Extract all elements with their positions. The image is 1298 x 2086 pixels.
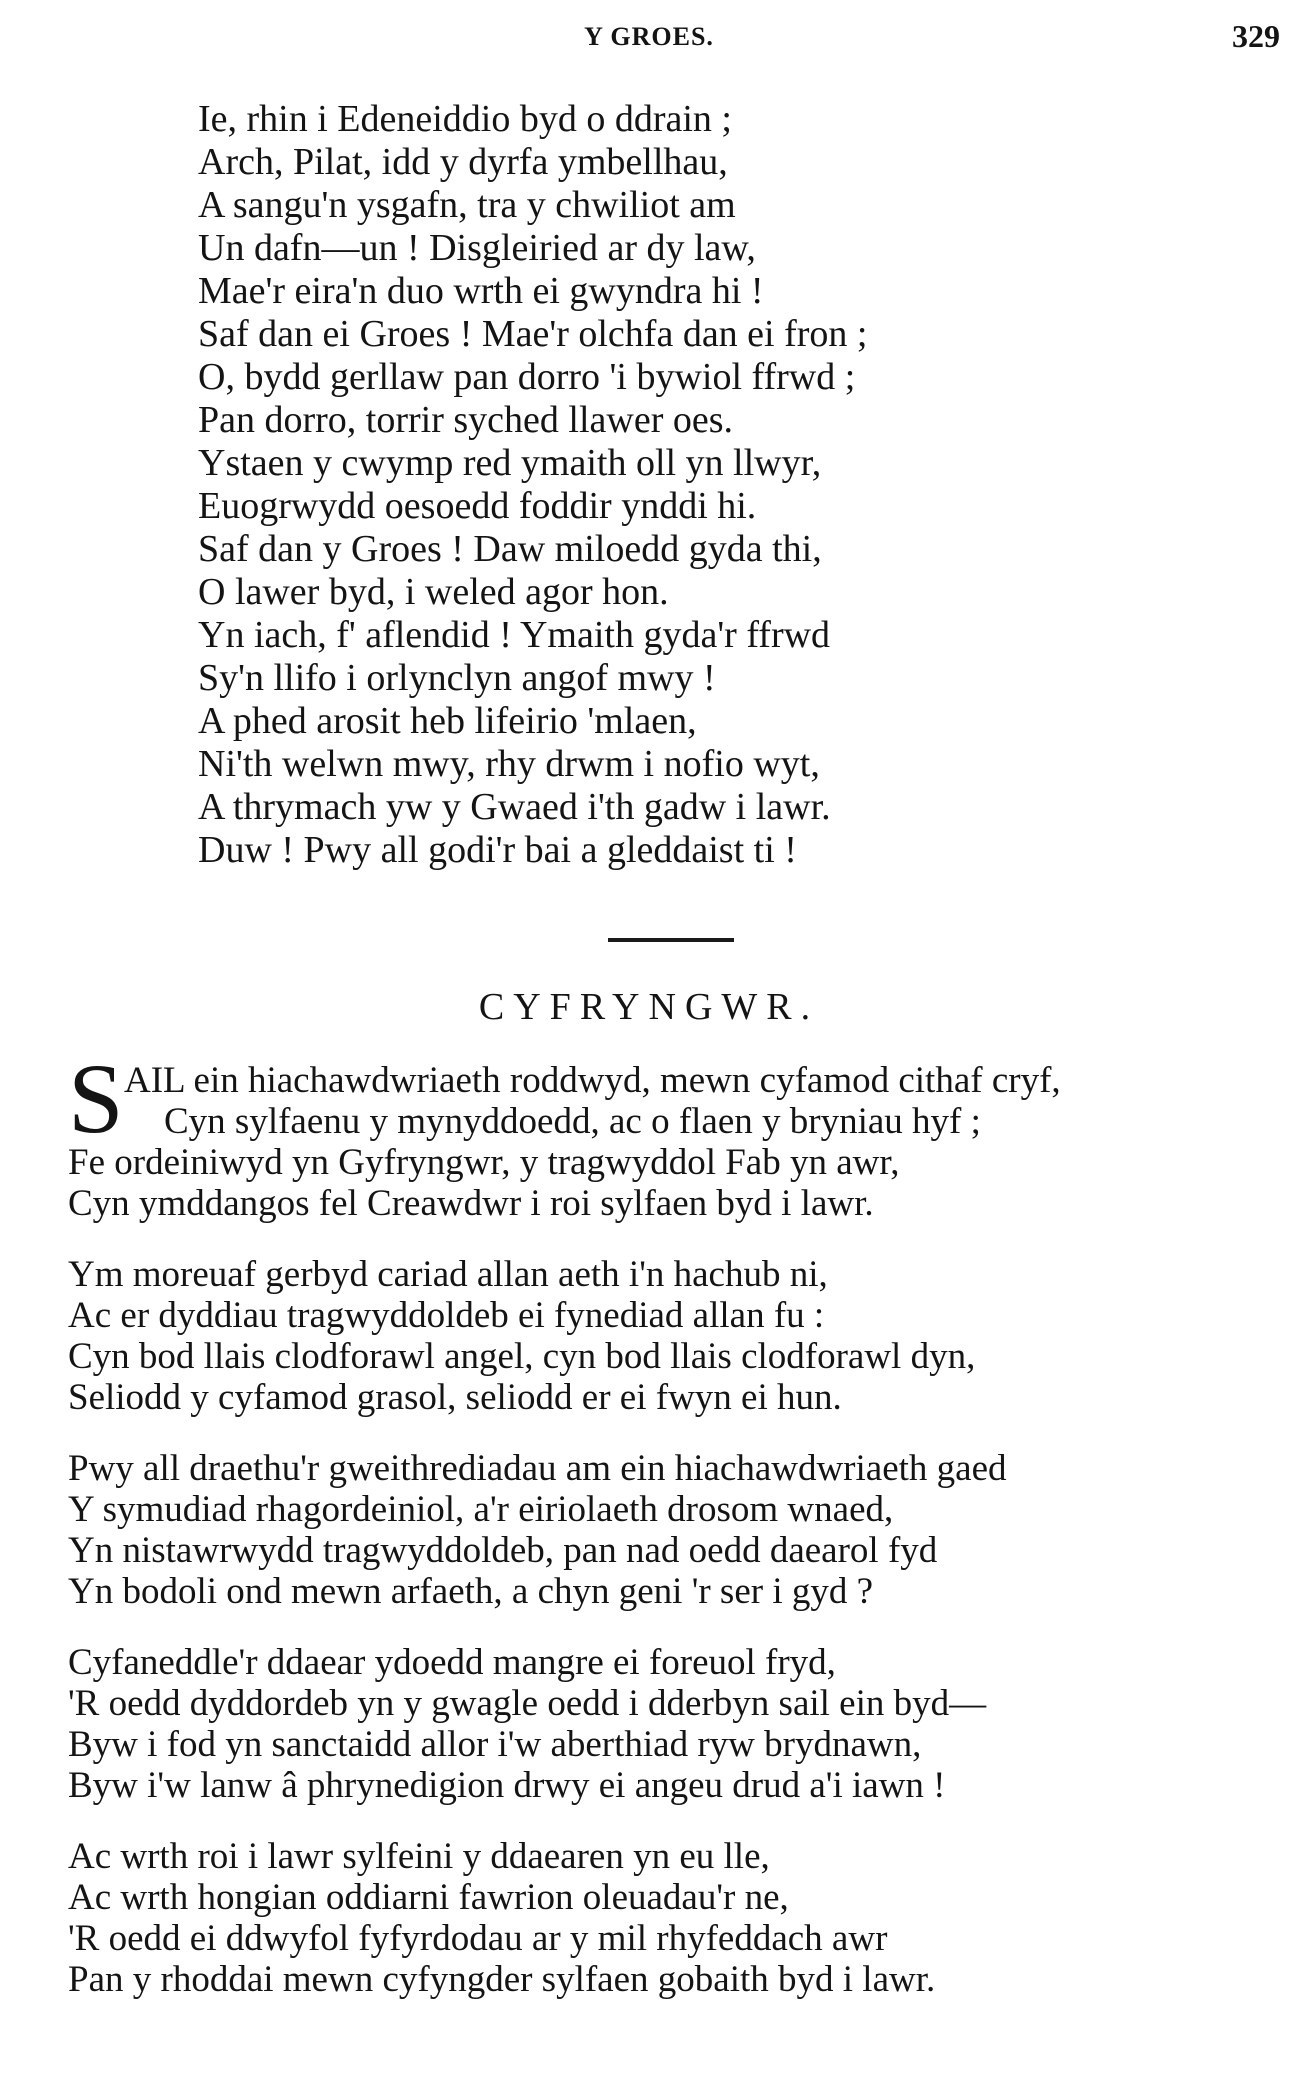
poem-line: Ym moreuaf gerbyd cariad allan aeth i'n hachub ni, bbox=[68, 1254, 828, 1295]
poem-line: Yn bodoli ond mewn arfaeth, a chyn geni 'r ser i gyd ? bbox=[68, 1571, 874, 1612]
poem-line: Saf dan ei Groes ! Mae'r olchfa dan ei fron ; bbox=[198, 313, 868, 355]
poem-line: AIL ein hiachawdwriaeth roddwyd, mewn cyfamod cithaf cryf, bbox=[124, 1060, 1061, 1101]
page-number: 329 bbox=[1232, 18, 1280, 54]
poem-line: Yn nistawrwydd tragwyddoldeb, pan nad oedd daearol fyd bbox=[68, 1530, 938, 1571]
poem-line: Mae'r eira'n duo wrth ei gwyndra hi ! bbox=[198, 270, 764, 312]
poem-line: A sangu'n ysgafn, tra y chwiliot am bbox=[198, 184, 736, 226]
poem-line: Cyfaneddle'r ddaear ydoedd mangre ei foreuol fryd, bbox=[68, 1642, 836, 1683]
stanza bbox=[68, 1060, 1293, 1224]
poem-line: Sy'n llifo i orlynclyn angof mwy ! bbox=[198, 657, 716, 699]
section-divider bbox=[608, 938, 734, 942]
poem-line: Pwy all draethu'r gweithrediadau am ein hiachawdwriaeth gaed bbox=[68, 1448, 1007, 1489]
poem-line: Pan y rhoddai mewn cyfyngder sylfaen gobaith byd i lawr. bbox=[68, 1959, 936, 2000]
section-title: CYFRYNGWR. bbox=[478, 986, 820, 1028]
poem-line: Ystaen y cwymp red ymaith oll yn llwyr, bbox=[198, 442, 822, 484]
poem-line: Cyn ymddangos fel Creawdwr i roi sylfaen byd i lawr. bbox=[68, 1183, 874, 1224]
poem-line: Saf dan y Groes ! Daw miloedd gyda thi, bbox=[198, 528, 822, 570]
poem-line: Ac wrth hongian oddiarni fawrion oleuadau'r ne, bbox=[68, 1877, 789, 1918]
poem-line: Ie, rhin i Edeneiddio byd o ddrain ; bbox=[198, 98, 732, 140]
poem-line: Cyn bod llais clodforawl angel, cyn bod llais clodforawl dyn, bbox=[68, 1336, 976, 1377]
poem-line: Seliodd y cyfamod grasol, seliodd er ei fwyn ei hun. bbox=[68, 1377, 842, 1418]
poem-line: Arch, Pilat, idd y dyrfa ymbellhau, bbox=[198, 141, 728, 183]
running-head bbox=[0, 18, 1298, 62]
poem-cyfryngwr bbox=[68, 1060, 1293, 2030]
poem-line: Byw i fod yn sanctaidd allor i'w aberthiad ryw brydnawn, bbox=[68, 1724, 922, 1765]
poem-line: Y symudiad rhagordeiniol, a'r eiriolaeth drosom wnaed, bbox=[68, 1489, 894, 1530]
stanza bbox=[68, 1254, 1293, 1418]
poem-line: Pan dorro, torrir syched llawer oes. bbox=[198, 399, 734, 441]
poem-line: A phed arosit heb lifeirio 'mlaen, bbox=[198, 700, 697, 742]
poem-line: Ni'th welwn mwy, rhy drwm i nofio wyt, bbox=[198, 743, 820, 785]
poem-line: Ac er dyddiau tragwyddoldeb ei fynediad allan fu : bbox=[68, 1295, 825, 1336]
poem-line: Byw i'w lanw â phrynedigion drwy ei angeu drud a'i iawn ! bbox=[68, 1765, 946, 1806]
poem-line: Yn iach, f' aflendid ! Ymaith gyda'r ffrwd bbox=[198, 614, 831, 656]
drop-cap: S bbox=[68, 1043, 124, 1154]
poem-line: O, bydd gerllaw pan dorro 'i bywiol ffrwd ; bbox=[198, 356, 856, 398]
poem-line: Ac wrth roi i lawr sylfeini y ddaearen yn eu lle, bbox=[68, 1836, 770, 1877]
poem-y-groes-continuation bbox=[198, 98, 1248, 872]
stanza bbox=[68, 1642, 1293, 1806]
poem-line: Duw ! Pwy all godi'r bai a gleddaist ti ! bbox=[198, 829, 797, 871]
poem-line: Cyn sylfaenu y mynyddoedd, ac o flaen y bryniau hyf ; bbox=[164, 1101, 981, 1142]
stanza bbox=[68, 1836, 1293, 2000]
poem-line: Un dafn—un ! Disgleiried ar dy law, bbox=[198, 227, 756, 269]
poem-line: 'R oedd ei ddwyfol fyfyrdodau ar y mil rhyfeddach awr bbox=[68, 1918, 888, 1959]
running-title: Y GROES. bbox=[584, 22, 714, 51]
poem-line: 'R oedd dyddordeb yn y gwagle oedd i dderbyn sail ein byd— bbox=[68, 1683, 987, 1724]
stanza bbox=[68, 1448, 1293, 1612]
poem-line: Fe ordeiniwyd yn Gyfryngwr, y tragwyddol Fab yn awr, bbox=[68, 1142, 900, 1183]
poem-line: Euogrwydd oesoedd foddir ynddi hi. bbox=[198, 485, 757, 527]
poem-line: A thrymach yw y Gwaed i'th gadw i lawr. bbox=[198, 786, 831, 828]
poem-line: O lawer byd, i weled agor hon. bbox=[198, 571, 669, 613]
